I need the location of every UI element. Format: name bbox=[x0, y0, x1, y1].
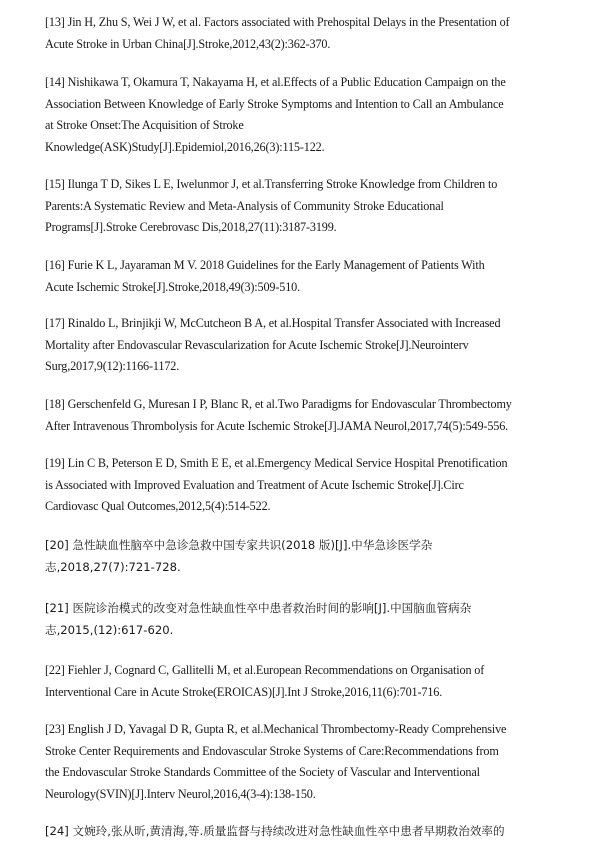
reference-line: the Endovascular Stroke Standards Committee of the Society of Vascular and Interventional bbox=[45, 765, 480, 780]
reference-18 bbox=[45, 394, 555, 437]
reference-line: [16] Furie K L, Jayaraman M V. 2018 Guidelines for the Early Management of Patients With bbox=[45, 258, 485, 272]
reference-24 bbox=[45, 821, 555, 843]
reference-line: Acute Ischemic Stroke[J].Stroke,2018,49(3):509-510. bbox=[45, 279, 301, 294]
reference-line: is Associated with Improved Evaluation and Treatment of Acute Ischemic Stroke[J].Circ bbox=[45, 477, 464, 492]
reference-line: Surg,2017,9(12):1166-1172. bbox=[45, 359, 180, 374]
reference-line: 志,2015,(12):617-620. bbox=[45, 622, 174, 637]
reference-line: [22] Fiehler J, Cognard C, Gallitelli M, et al.European Recommendations on Organisation of bbox=[45, 663, 485, 677]
reference-line: Parents:A Systematic Review and Meta-Analysis of Community Stroke Educational bbox=[45, 198, 444, 213]
reference-line: [17] Rinaldo L, Brinjikji W, McCutcheon B A, et al.Hospital Transfer Associated with Increased bbox=[45, 316, 501, 330]
reference-line: Knowledge(ASK)Study[J].Epidemiol,2016,26(3):115-122. bbox=[45, 140, 325, 155]
reference-23 bbox=[45, 719, 555, 806]
reference-line: [21] 医院诊治模式的改变对急性缺血性卒中患者救治时间的影响[J].中国脑血管病杂 bbox=[45, 601, 472, 615]
reference-line: After Intravenous Thrombolysis for Acute Ischemic Stroke[J].JAMA Neurol,2017,74(5):549-556. bbox=[45, 418, 509, 433]
reference-15 bbox=[45, 174, 555, 239]
reference-line: 志,2018,27(7):721-728. bbox=[45, 559, 181, 574]
reference-line: [15] Ilunga T D, Sikes L E, Iwelunmor J, et al.Transferring Stroke Knowledge from Children to bbox=[45, 177, 498, 191]
reference-line: Acute Stroke in Urban China[J].Stroke,2012,43(2):362-370. bbox=[45, 36, 331, 51]
reference-line: [23] English J D, Yavagal D R, Gupta R, et al.Mechanical Thrombectomy-Ready Comprehensive bbox=[45, 722, 507, 736]
reference-17 bbox=[45, 313, 555, 378]
reference-16 bbox=[45, 255, 555, 298]
reference-line: at Stroke Onset:The Acquisition of Stroke bbox=[45, 118, 244, 133]
reference-line: [19] Lin C B, Peterson E D, Smith E E, et al.Emergency Medical Service Hospital Prenotification bbox=[45, 456, 508, 470]
reference-line: Neurology(SVIN)[J].Interv Neurol,2016,4(3-4):138-150. bbox=[45, 787, 316, 802]
reference-line: [18] Gerschenfeld G, Muresan I P, Blanc R, et al.Two Paradigms for Endovascular Thrombectomy bbox=[45, 397, 512, 411]
reference-line: Interventional Care in Acute Stroke(EROICAS)[J].Int J Stroke,2016,11(6):701-716. bbox=[45, 684, 443, 699]
reference-20 bbox=[45, 535, 555, 578]
reference-line: Programs[J].Stroke Cerebrovasc Dis,2018,27(11):3187-3199. bbox=[45, 220, 337, 235]
reference-19 bbox=[45, 453, 555, 518]
reference-line: [24] 文婉玲,张从昕,黄清海,等.质量监督与持续改进对急性缺血性卒中患者早期救治效率的 bbox=[45, 824, 505, 838]
reference-line: [13] Jin H, Zhu S, Wei J W, et al. Factors associated with Prehospital Delays in the Presentation of bbox=[45, 15, 510, 29]
reference-line: Mortality after Endovascular Revascularization for Acute Ischemic Stroke[J].Neurointerv bbox=[45, 337, 469, 352]
reference-line: [14] Nishikawa T, Okamura T, Nakayama H, et al.Effects of a Public Education Campaign on the bbox=[45, 75, 506, 89]
reference-14 bbox=[45, 72, 555, 159]
reference-line: [20] 急性缺血性脑卒中急诊急救中国专家共识(2018 版)[J].中华急诊医学杂 bbox=[45, 538, 433, 552]
reference-13 bbox=[45, 12, 555, 55]
reference-line: Association Between Knowledge of Early Stroke Symptoms and Intention to Call an Ambulance bbox=[45, 96, 504, 111]
reference-line: Stroke Center Requirements and Endovascular Stroke Systems of Care:Recommendations from bbox=[45, 743, 499, 758]
reference-22 bbox=[45, 660, 555, 703]
reference-line: Cardiovasc Qual Outcomes,2012,5(4):514-522. bbox=[45, 499, 271, 514]
reference-21 bbox=[45, 598, 555, 641]
